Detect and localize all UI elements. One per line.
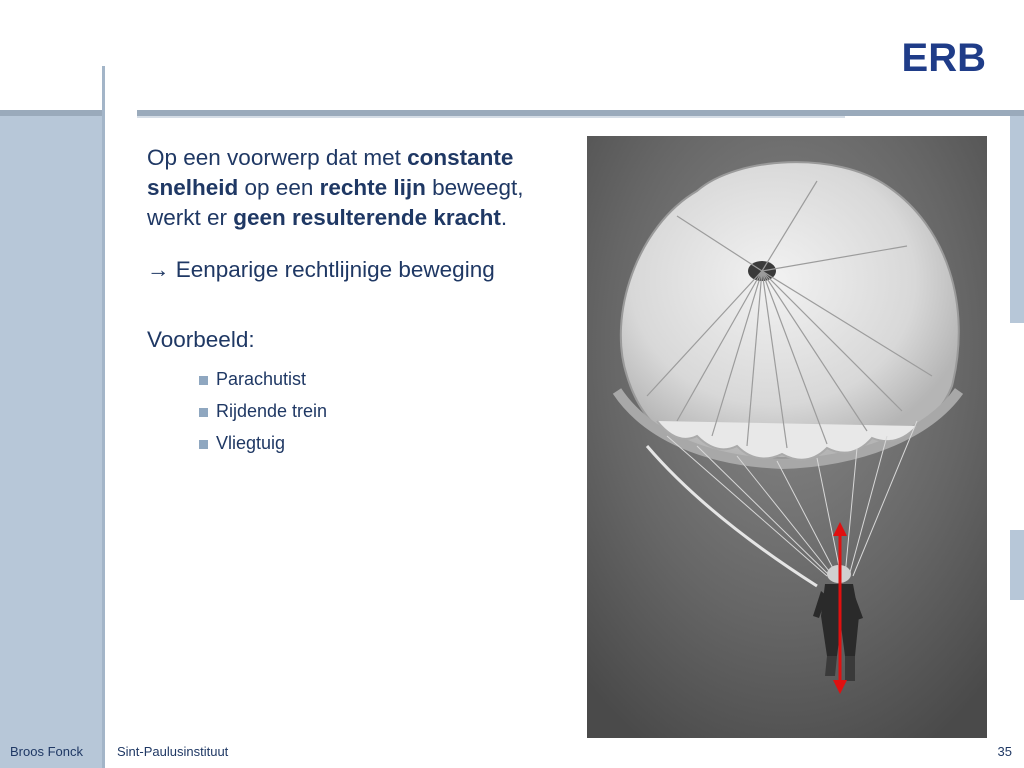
slide-title: ERB — [901, 36, 986, 80]
consequence-paragraph: → Eenparige rechtlijnige beweging — [147, 257, 495, 282]
text-run: beweegt, werkt er — [147, 175, 524, 230]
list-item: Vliegtuig — [199, 427, 567, 459]
right-decor-band — [1010, 116, 1024, 323]
left-decor-band — [0, 116, 102, 768]
page-number: 35 — [997, 744, 1012, 759]
parachutist-photo — [587, 136, 987, 738]
header-divider-left — [0, 110, 102, 116]
footer-author: Broos Fonck — [10, 744, 83, 759]
example-heading: Voorbeeld: — [147, 327, 255, 352]
list-item: Parachutist — [199, 363, 567, 395]
bold-term: constante snelheid — [147, 145, 514, 200]
bold-term: rechte lijn — [319, 175, 426, 200]
header-divider-thin — [137, 116, 845, 118]
footer-school: Sint-Paulusinstituut — [117, 744, 229, 759]
slide-body — [147, 143, 567, 459]
text-run: Op een voorwerp dat met — [147, 145, 408, 170]
right-decor-band-lower — [1010, 530, 1024, 600]
example-list — [199, 363, 567, 459]
text-run: op een — [238, 175, 320, 200]
definition-paragraph — [147, 143, 567, 233]
bold-term: geen resulterende kracht — [233, 205, 501, 230]
vertical-divider — [102, 66, 105, 768]
text-run: . — [500, 205, 508, 230]
list-item: Rijdende trein — [199, 395, 567, 427]
